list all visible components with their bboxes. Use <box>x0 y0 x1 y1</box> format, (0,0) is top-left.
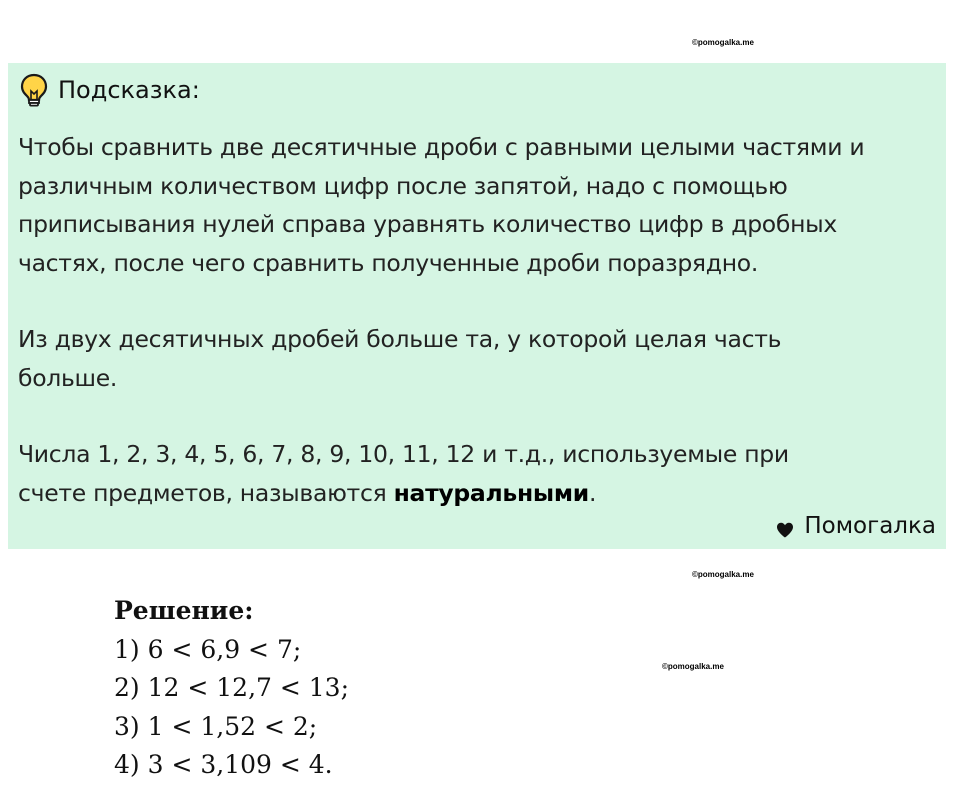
hint-title: Подсказка: <box>58 76 200 104</box>
bold-term: натуральными <box>393 478 589 507</box>
solution-line: 3) 1 < 1,52 < 2; <box>114 711 318 741</box>
text-line: приписывания нулей справа уравнять количество цифр в дробных <box>18 210 838 238</box>
watermark: ©pomogalka.me <box>692 570 754 579</box>
solution-title: Решение: <box>114 596 254 625</box>
heart-icon <box>776 518 794 534</box>
hint-paragraph-comparison <box>18 128 943 282</box>
text-line: различным количеством цифр после запятой, надо с помощью <box>18 171 788 200</box>
text-line: Числа 1, 2, 3, 4, 5, 6, 7, 8, 9, 10, 11, 12 и т.д., используемые при <box>18 440 789 468</box>
hint-paragraph-integer-part <box>18 320 943 397</box>
watermark: ©pomogalka.me <box>692 38 754 47</box>
solution-line: 4) 3 < 3,109 < 4. <box>114 750 333 779</box>
text-span: счете предметов, называются <box>18 478 394 507</box>
text-line: Из двух десятичных дробей больше та, у которой целая часть <box>18 325 782 353</box>
text-line <box>18 474 943 513</box>
text-line: Чтобы сравнить две десятичные дроби с равными целыми частями и <box>18 133 865 161</box>
hint-header <box>20 73 200 107</box>
solution-line: 1) 6 < 6,9 < 7; <box>114 634 302 664</box>
watermark: ©pomogalka.me <box>662 662 724 671</box>
hint-paragraph-natural-numbers <box>18 435 943 512</box>
text-line: больше. <box>18 363 118 392</box>
text-span: . <box>588 478 597 507</box>
text-line: частях, после чего сравнить полученные дроби поразрядно. <box>18 248 759 277</box>
brand-name: Помогалка <box>804 513 936 539</box>
lightbulb-icon <box>20 73 48 107</box>
solution-block <box>114 592 349 785</box>
brand-signature <box>776 513 936 539</box>
hint-box <box>8 63 946 549</box>
solution-line: 2) 12 < 12,7 < 13; <box>114 673 349 702</box>
